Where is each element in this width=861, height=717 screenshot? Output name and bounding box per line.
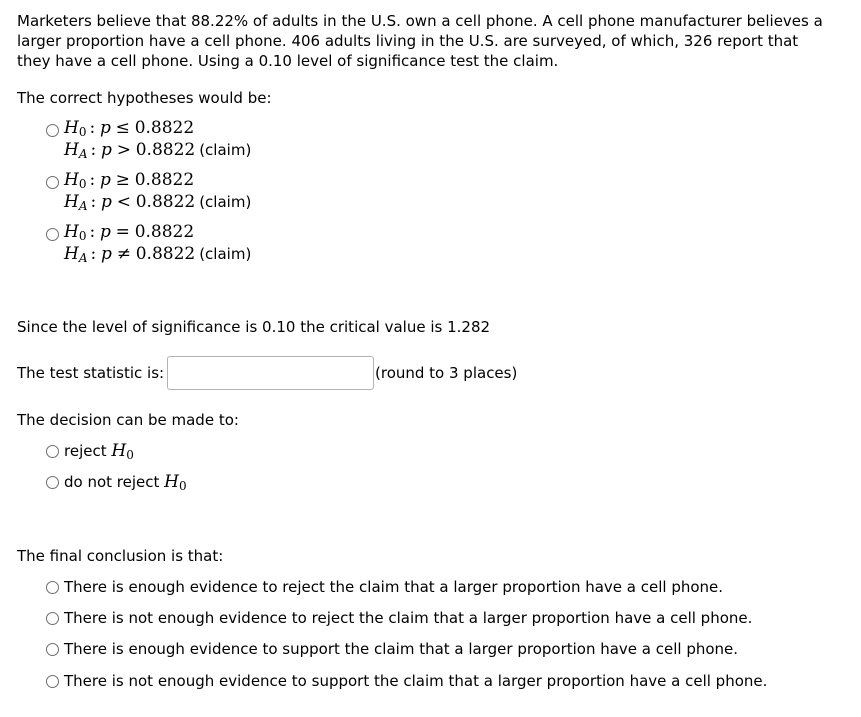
radio-button[interactable]	[46, 476, 59, 489]
radio-button[interactable]	[46, 612, 59, 625]
radio-button[interactable]	[46, 581, 59, 594]
option-label: There is not enough evidence to reject the claim that a larger proportion have a cell phone.	[64, 609, 753, 627]
radio-button[interactable]	[46, 643, 59, 656]
test-statistic-row	[17, 356, 617, 390]
option-label: There is not enough evidence to support the claim that a larger proportion have a cell phone.	[64, 672, 768, 690]
problem-line: they have a cell phone. Using a 0.10 level of significance test the claim.	[17, 52, 559, 70]
rounding-hint: (round to 3 places)	[375, 364, 518, 382]
critical-value-text: Since the level of significance is 0.10 the critical value is 1.282	[17, 318, 491, 336]
hypothesis-math	[64, 118, 251, 162]
hypotheses-label: The correct hypotheses would be:	[17, 89, 272, 107]
radio-button[interactable]	[46, 176, 59, 189]
alternative-hypothesis: $H_A$ : p < 0.8822 (claim)	[64, 192, 252, 213]
decision-label: The decision can be made to:	[17, 411, 239, 429]
test-statistic-input[interactable]	[167, 356, 374, 390]
problem-line: Marketers believe that 88.22% of adults in the U.S. own a cell phone. A cell phone manufacturer believes a	[17, 12, 823, 30]
hypothesis-math	[64, 170, 251, 214]
alternative-hypothesis: $H_A$ : p ≠ 0.8822 (claim)	[64, 244, 252, 265]
problem-statement	[17, 11, 837, 71]
radio-button[interactable]	[46, 124, 59, 137]
test-statistic-label: The test statistic is:	[17, 364, 165, 382]
radio-button[interactable]	[46, 445, 59, 458]
radio-button[interactable]	[46, 228, 59, 241]
alternative-hypothesis: $H_A$ : p > 0.8822 (claim)	[64, 140, 252, 161]
null-hypothesis: $H_0$ : p = 0.8822	[64, 222, 195, 243]
problem-line: larger proportion have a cell phone. 406 adults living in the U.S. are surveyed, of which, 326 report that	[17, 32, 799, 50]
option-label: reject	[64, 442, 107, 460]
hypothesis-math	[64, 222, 251, 266]
option-label: There is enough evidence to reject the claim that a larger proportion have a cell phone.	[64, 578, 724, 596]
radio-button[interactable]	[46, 675, 59, 688]
null-hypothesis: $H_0$ : p ≥ 0.8822	[64, 170, 195, 191]
conclusion-label: The final conclusion is that:	[17, 547, 224, 565]
option-label: There is enough evidence to support the claim that a larger proportion have a cell phone.	[64, 640, 739, 658]
option-label: do not reject	[64, 473, 160, 491]
null-hypothesis: $H_0$ : p ≤ 0.8822	[64, 118, 195, 139]
